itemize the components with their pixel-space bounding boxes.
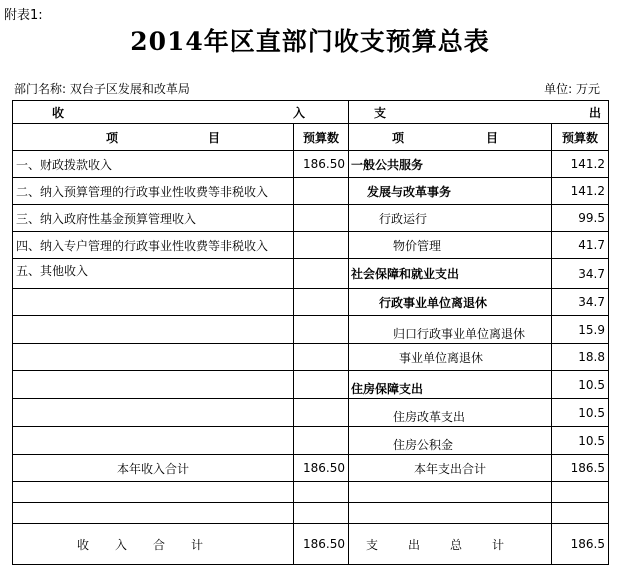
expense-item: 住房保障支出 — [349, 371, 552, 399]
table-row — [13, 178, 609, 205]
income-amount — [294, 178, 349, 205]
income-item: 一、财政拨款收入 — [13, 151, 294, 178]
income-amount-header: 预算数 — [294, 124, 349, 151]
grand-income-total-label: 收入合计 — [13, 524, 294, 565]
income-item — [13, 399, 294, 427]
grand-total-row — [13, 524, 609, 565]
column-header-row — [13, 124, 609, 151]
expense-amount: 141.2 — [552, 151, 609, 178]
table-row — [13, 344, 609, 371]
table-row — [13, 427, 609, 455]
grand-expense-total-label: 支出总计 — [349, 524, 552, 565]
expense-item: 发展与改革事务 — [349, 178, 552, 205]
table-row — [13, 151, 609, 178]
budget-table — [12, 100, 609, 565]
expense-amount: 99.5 — [552, 205, 609, 232]
expense-amount: 34.7 — [552, 289, 609, 316]
expense-amount: 10.5 — [552, 399, 609, 427]
table-row — [13, 205, 609, 232]
income-amount — [294, 427, 349, 455]
year-income-total-amount: 186.50 — [294, 455, 349, 482]
expense-item: 物价管理 — [349, 232, 552, 259]
annex-label: 附表1: — [4, 8, 43, 23]
income-amount: 186.50 — [294, 151, 349, 178]
department-name: 部门名称: 双台子区发展和改革局 — [14, 82, 190, 96]
table-row — [13, 371, 609, 399]
income-amount — [294, 259, 349, 289]
expense-amount: 34.7 — [552, 259, 609, 289]
expense-item: 事业单位离退休 — [349, 344, 552, 371]
expense-amount: 141.2 — [552, 178, 609, 205]
income-item — [13, 289, 294, 316]
blank-row — [13, 503, 609, 524]
expense-item: 住房改革支出 — [349, 399, 552, 427]
year-expense-total-label: 本年支出合计 — [349, 455, 552, 482]
section-header-row — [13, 101, 609, 124]
income-amount — [294, 289, 349, 316]
blank-row — [13, 482, 609, 503]
page-title: 2014年区直部门收支预算总表 — [130, 27, 490, 56]
unit-label: 单位: 万元 — [544, 82, 600, 96]
expense-amount: 15.9 — [552, 316, 609, 344]
expense-item: 行政运行 — [349, 205, 552, 232]
expense-amount-header: 预算数 — [552, 124, 609, 151]
year-total-row — [13, 455, 609, 482]
grand-expense-total-amount: 186.5 — [552, 524, 609, 565]
expense-amount: 41.7 — [552, 232, 609, 259]
expense-amount: 10.5 — [552, 371, 609, 399]
income-amount — [294, 316, 349, 344]
expense-amount: 10.5 — [552, 427, 609, 455]
income-item — [13, 316, 294, 344]
income-item: 四、纳入专户管理的行政事业性收费等非税收入 — [13, 232, 294, 259]
table-row — [13, 316, 609, 344]
income-amount — [294, 399, 349, 427]
income-amount — [294, 371, 349, 399]
expense-item: 一般公共服务 — [349, 151, 552, 178]
income-amount — [294, 344, 349, 371]
year-expense-total-amount: 186.5 — [552, 455, 609, 482]
expense-item-header: 项 目 — [349, 124, 552, 151]
income-item: 五、其他收入 — [13, 259, 294, 289]
expense-amount: 18.8 — [552, 344, 609, 371]
income-amount — [294, 232, 349, 259]
table-row — [13, 259, 609, 289]
expense-item: 归口行政事业单位离退休 — [349, 316, 552, 344]
income-item: 二、纳入预算管理的行政事业性收费等非税收入 — [13, 178, 294, 205]
table-row — [13, 232, 609, 259]
expense-item: 住房公积金 — [349, 427, 552, 455]
year-income-total-label: 本年收入合计 — [13, 455, 294, 482]
income-item — [13, 427, 294, 455]
income-section-header: 收 入 — [13, 101, 349, 124]
expense-item: 行政事业单位离退休 — [349, 289, 552, 316]
income-item: 三、纳入政府性基金预算管理收入 — [13, 205, 294, 232]
expense-section-header: 支 出 — [349, 101, 609, 124]
expense-item: 社会保障和就业支出 — [349, 259, 552, 289]
income-item — [13, 371, 294, 399]
table-row — [13, 399, 609, 427]
table-row — [13, 289, 609, 316]
income-item — [13, 344, 294, 371]
income-item-header: 项 目 — [13, 124, 294, 151]
income-amount — [294, 205, 349, 232]
grand-income-total-amount: 186.50 — [294, 524, 349, 565]
